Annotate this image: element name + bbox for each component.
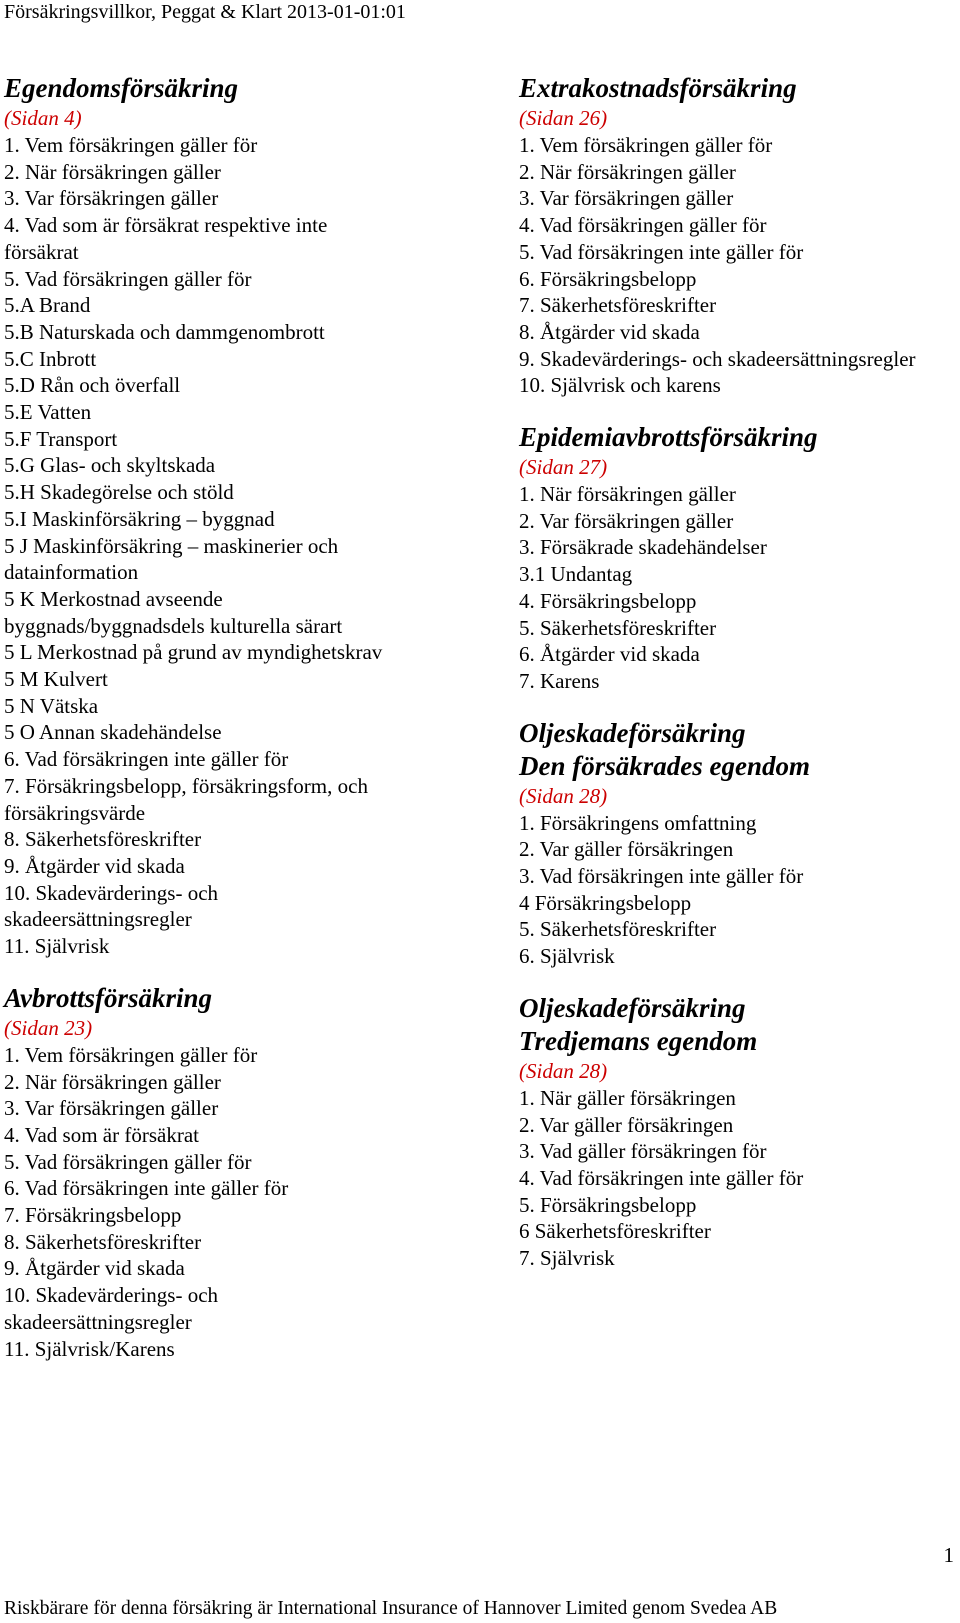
toc-section — [4, 982, 484, 1362]
toc-item: 4 Försäkringsbelopp — [519, 890, 692, 915]
toc-item: 2. Var gäller försäkringen — [519, 1112, 734, 1137]
toc-item: datainformation — [4, 560, 139, 585]
section-page-ref: (Sidan 26) — [519, 106, 608, 130]
toc-item: 5 M Kulvert — [4, 667, 108, 692]
toc-item: 4. Vad försäkringen gäller för — [519, 213, 767, 238]
toc-item: 4. Vad som är försäkrat respektive inte — [4, 213, 328, 238]
toc-item: 11. Självrisk — [4, 934, 110, 959]
toc-item: 5 O Annan skadehändelse — [4, 720, 222, 745]
toc-item: 7. Försäkringsbelopp — [4, 1203, 182, 1228]
toc-item: 1. Vem försäkringen gäller för — [519, 133, 773, 157]
toc-item: 5.F Transport — [4, 426, 118, 451]
toc-item: 5 L Merkostnad på grund av myndighetskrav — [4, 640, 383, 665]
toc-item: 5.A Brand — [4, 293, 91, 318]
section-item-list — [519, 1085, 960, 1272]
section-item-list — [519, 810, 960, 970]
toc-item: 3. Var försäkringen gäller — [4, 186, 219, 211]
toc-item: 5. Säkerhetsföreskrifter — [519, 917, 717, 942]
toc-item: 5.C Inbrott — [4, 346, 97, 371]
section-title: Den försäkrades egendom — [519, 750, 810, 781]
toc-item: 5.I Maskinförsäkring – byggnad — [4, 506, 275, 531]
section-title: Egendomsförsäkring — [4, 73, 239, 103]
section-title: Oljeskadeförsäkring — [519, 717, 746, 748]
toc-item: 8. Säkerhetsföreskrifter — [4, 1229, 202, 1254]
toc-item: 5.E Vatten — [4, 400, 92, 425]
toc-item: 8. Säkerhetsföreskrifter — [4, 827, 202, 852]
toc-item: 5.H Skadegörelse och stöld — [4, 480, 234, 505]
toc-item: 5. Säkerhetsföreskrifter — [519, 615, 717, 640]
toc-item: 3. Vad gäller försäkringen för — [519, 1139, 767, 1164]
toc-section — [519, 992, 960, 1272]
toc-item: 10. Skadevärderings- och — [4, 880, 219, 905]
toc-item: försäkringsvärde — [4, 800, 146, 825]
section-title: Avbrottsförsäkring — [4, 982, 213, 1013]
section-page-ref: (Sidan 23) — [4, 1015, 93, 1040]
toc-item: 4. Vad försäkringen inte gäller för — [519, 1165, 804, 1190]
section-page-ref: (Sidan 4) — [4, 106, 82, 130]
toc-item: 2. Var försäkringen gäller — [519, 508, 734, 533]
section-title: Epidemiavbrottsförsäkring — [519, 422, 818, 453]
document-header: Försäkringsvillkor, Peggat & Klart 2013-01-01:01 — [4, 1, 406, 23]
toc-item: 7. Karens — [519, 668, 600, 693]
section-item-list — [4, 1042, 484, 1362]
toc-item: 10. Självrisk och karens — [519, 373, 721, 398]
section-title: Oljeskadeförsäkring — [519, 992, 746, 1023]
toc-item: försäkrat — [4, 239, 79, 264]
toc-item: 4. Vad som är försäkrat — [4, 1122, 199, 1147]
toc-item: 2. När försäkringen gäller — [519, 159, 736, 184]
toc-item: 8. Åtgärder vid skada — [519, 319, 700, 344]
toc-item: 5 K Merkostnad avseende — [4, 586, 223, 611]
toc-item: 1. Vem försäkringen gäller för — [4, 133, 258, 157]
toc-item: 6. Självrisk — [519, 944, 615, 969]
toc-item: 6. Åtgärder vid skada — [519, 642, 700, 667]
toc-item: 4. Försäkringsbelopp — [519, 588, 697, 613]
toc-item: 3. Var försäkringen gäller — [4, 1096, 219, 1121]
toc-item: 3. Försäkrade skadehändelser — [519, 535, 767, 560]
toc-item: 5. Försäkringsbelopp — [519, 1192, 697, 1217]
section-item-list — [519, 481, 960, 695]
toc-item: skadeersättningsregler — [4, 907, 192, 932]
toc-item: 1. Försäkringens omfattning — [519, 810, 757, 835]
toc-section — [519, 421, 960, 695]
toc-section — [4, 72, 484, 960]
section-title: Tredjemans egendom — [519, 1025, 758, 1056]
toc-item: skadeersättningsregler — [4, 1309, 192, 1334]
toc-item: 9. Åtgärder vid skada — [4, 853, 185, 878]
toc-item: 7. Säkerhetsföreskrifter — [519, 293, 717, 318]
toc-item: 9. Skadevärderings- och skadeersättningsregler — [519, 346, 916, 371]
toc-item: 11. Självrisk/Karens — [4, 1336, 175, 1361]
toc-item: 6. Försäkringsbelopp — [519, 266, 697, 291]
page-number: 1 — [943, 1543, 954, 1567]
toc-item: 2. Var gäller försäkringen — [519, 837, 734, 862]
right-column — [519, 72, 960, 1294]
toc-item: 3. Var försäkringen gäller — [519, 186, 734, 211]
toc-item: 10. Skadevärderings- och — [4, 1283, 219, 1308]
section-item-list — [4, 132, 484, 960]
toc-item: 5. Vad försäkringen gäller för — [4, 266, 252, 291]
toc-item: 5 N Vätska — [4, 693, 99, 718]
toc-section — [519, 72, 960, 399]
toc-item: 5. Vad försäkringen inte gäller för — [519, 239, 804, 264]
section-page-ref: (Sidan 28) — [519, 783, 608, 808]
document-footer: Riskbärare för denna försäkring är International Insurance of Hannover Limited genom Svedea AB — [4, 1598, 778, 1619]
toc-item: 9. Åtgärder vid skada — [4, 1256, 185, 1281]
section-title: Extrakostnadsförsäkring — [519, 73, 797, 103]
section-page-ref: (Sidan 28) — [519, 1058, 608, 1083]
toc-item: 5 J Maskinförsäkring – maskinerier och — [4, 533, 339, 558]
left-column — [4, 72, 484, 1384]
toc-item: 3.1 Undantag — [519, 562, 633, 587]
toc-item: 5. Vad försäkringen gäller för — [4, 1149, 252, 1174]
toc-item: 2. När försäkringen gäller — [4, 1069, 221, 1094]
toc-item: 5.D Rån och överfall — [4, 373, 181, 398]
toc-item: 7. Försäkringsbelopp, försäkringsform, och — [4, 773, 368, 798]
toc-section — [519, 717, 960, 970]
toc-item: 6. Vad försäkringen inte gäller för — [4, 747, 289, 772]
toc-item: 5.G Glas- och skyltskada — [4, 453, 216, 478]
toc-item: 6. Vad försäkringen inte gäller för — [4, 1176, 289, 1201]
toc-item: 6 Säkerhetsföreskrifter — [519, 1219, 711, 1244]
section-item-list — [519, 132, 960, 399]
section-page-ref: (Sidan 27) — [519, 455, 608, 480]
toc-item: 1. När försäkringen gäller — [519, 482, 736, 507]
toc-item: 7. Självrisk — [519, 1246, 615, 1271]
toc-item: 3. Vad försäkringen inte gäller för — [519, 864, 804, 889]
toc-item: byggnads/byggnadsdels kulturella särart — [4, 613, 343, 638]
toc-item: 1. Vem försäkringen gäller för — [4, 1042, 258, 1067]
toc-item: 5.B Naturskada och dammgenombrott — [4, 319, 325, 344]
toc-item: 2. När försäkringen gäller — [4, 159, 221, 184]
toc-item: 1. När gäller försäkringen — [519, 1085, 736, 1110]
